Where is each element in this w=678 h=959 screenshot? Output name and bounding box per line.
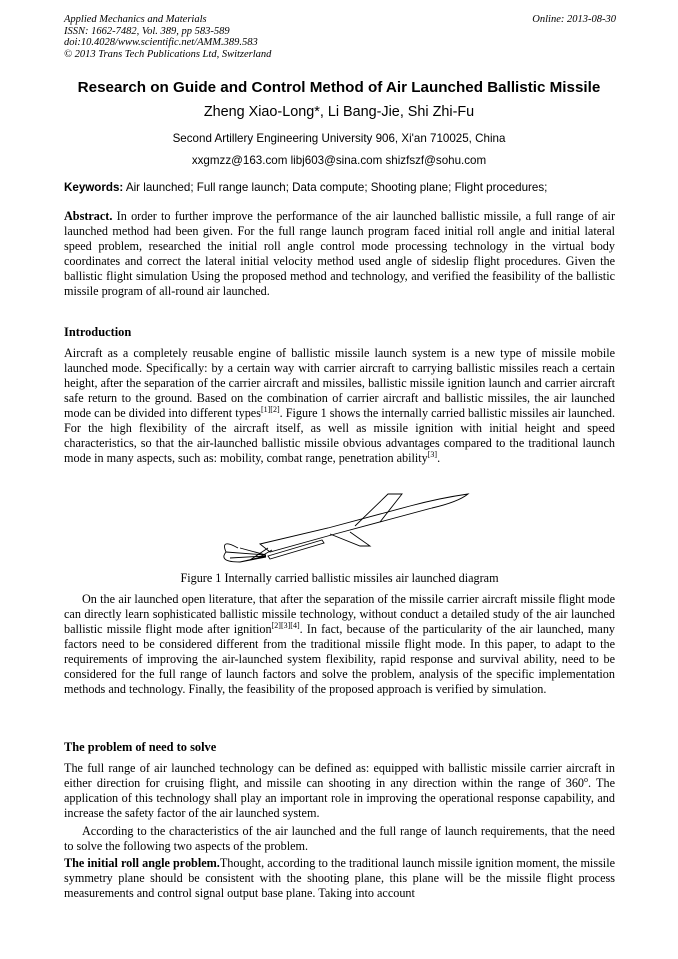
subsection-label: The initial roll angle problem. <box>64 856 220 870</box>
issn: ISSN: 1662-7482, Vol. 389, pp 583-589 <box>64 25 230 37</box>
problem-paragraph-1: The full range of air launched technology can be defined as: equipped with ballistic missile carrier aircraft in either direction for cruising flight, and missile can shooting in any direction within the range of 360$^o$. The application of this technology shall play an important role in improving the operational response capability, and increase the safety factor of the air launched system. <box>64 761 615 820</box>
intro-paragraph-1: Aircraft as a completely reusable engine of ballistic missile launch system is a new type of missile mobile launched mode. Specifically: by a certain way with carrier aircraft to carrying ballistic missiles reach a certain height, after the separation of the carrier aircraft and missiles, ballistic missile ignition launch and carrier aircraft safe return to the ground. Based on the combination of carrier aircraft and ballistic missiles, the air launched mode can be divided into different types[1][2]. Figure 1 shows the internally carried ballistic missiles air launched. For the high flexibility of the aircraft itself, as well as missile ignition with initial height and speed characteristics, so that the air-launched ballistic missile obvious advantages compared to the traditional launch mode in many aspects, such as: mobility, combat range, penetration ability[3]. <box>64 346 616 465</box>
citation: [3] <box>427 449 438 459</box>
authors: Zheng Xiao-Long*, Li Bang-Jie, Shi Zhi-Fu <box>203 104 475 120</box>
missile-body <box>268 540 324 559</box>
parachute <box>224 544 266 562</box>
abstract-label: Abstract. <box>64 209 113 223</box>
affiliation: Second Artillery Engineering University 906, Xi'an 710025, China <box>172 132 506 145</box>
copyright: © 2013 Trans Tech Publications Ltd, Switzerland <box>64 48 272 60</box>
keywords-text: Air launched; Full range launch; Data compute; Shooting plane; Flight procedures; <box>125 181 548 194</box>
problem-paragraph-2: According to the characteristics of the air launched and the full range of launch requirements, that the need to solve the following two aspects of the problem. <box>64 824 615 853</box>
figure-1-caption: Figure 1 Internally carried ballistic missiles air launched diagram <box>180 571 499 585</box>
online-date: Online: 2013-08-30 <box>532 14 616 25</box>
doi: doi:10.4028/www.scientific.net/AMM.389.583 <box>64 37 258 49</box>
problem-paragraph-3: The initial roll angle problem.Thought, according to the traditional launch missile ignition moment, the missile symmetry plane should be consistent with the shooting plane, this plane will be the missile flight process measurements and control signal output base plane. Taking into account <box>64 856 615 900</box>
abstract-text: In order to further improve the performance of the air launched ballistic missile, a full range of air launched method had been given. For the full range launch program faced initial roll angle and initial lateral speed problem, researched the initial roll angle control mode processing technology in the virtual body coordinates and correct the lateral initial velocity method used angle of sideslip flight procedures. Given the ballistic flight simulation Using the proposed method and technology, and verified the feasibility of the ballistic missile program of all-round air launched. <box>64 209 616 298</box>
citation: [2][3][4] <box>271 620 300 630</box>
keywords <box>64 181 624 194</box>
keywords-label: Keywords: <box>64 181 124 194</box>
section-heading-problem: The problem of need to solve <box>64 740 217 754</box>
journal-header <box>64 14 616 60</box>
citation: [1][2] <box>260 404 280 414</box>
section-heading-introduction: Introduction <box>64 325 132 339</box>
intro-paragraph-2: On the air launched open literature, that after the separation of the missile carrier aircraft missile flight mode can directly learn sophisticated ballistic missile technology, without conduct a detailed study of the air launched ballistic missile flight mode after ignition[2][3][4]. In fact, because of the particularity of the air launched, many factors need to be considered different from the traditional missile flight mode. In this paper, to adapt to the requirements of improving the air-launched system flexibility, rapid response and survival ability, need to be considered for the full range of launch factors and solve the problem, analysis of the specific implementation methods and technology. Finally, the feasibility of the proposed approach is verified by simulation. <box>64 592 616 696</box>
paper-title: Research on Guide and Control Method of Air Launched Ballistic Missile <box>77 79 601 96</box>
abstract <box>64 209 615 299</box>
figure-1-aircraft-diagram <box>210 488 470 568</box>
aircraft-fuselage <box>260 494 468 552</box>
journal-name: Applied Mechanics and Materials <box>64 14 207 25</box>
degree-symbol: o <box>584 774 589 784</box>
emails: xxgmzz@163.com libj603@sina.com shizfszf@sohu.com <box>191 154 487 167</box>
